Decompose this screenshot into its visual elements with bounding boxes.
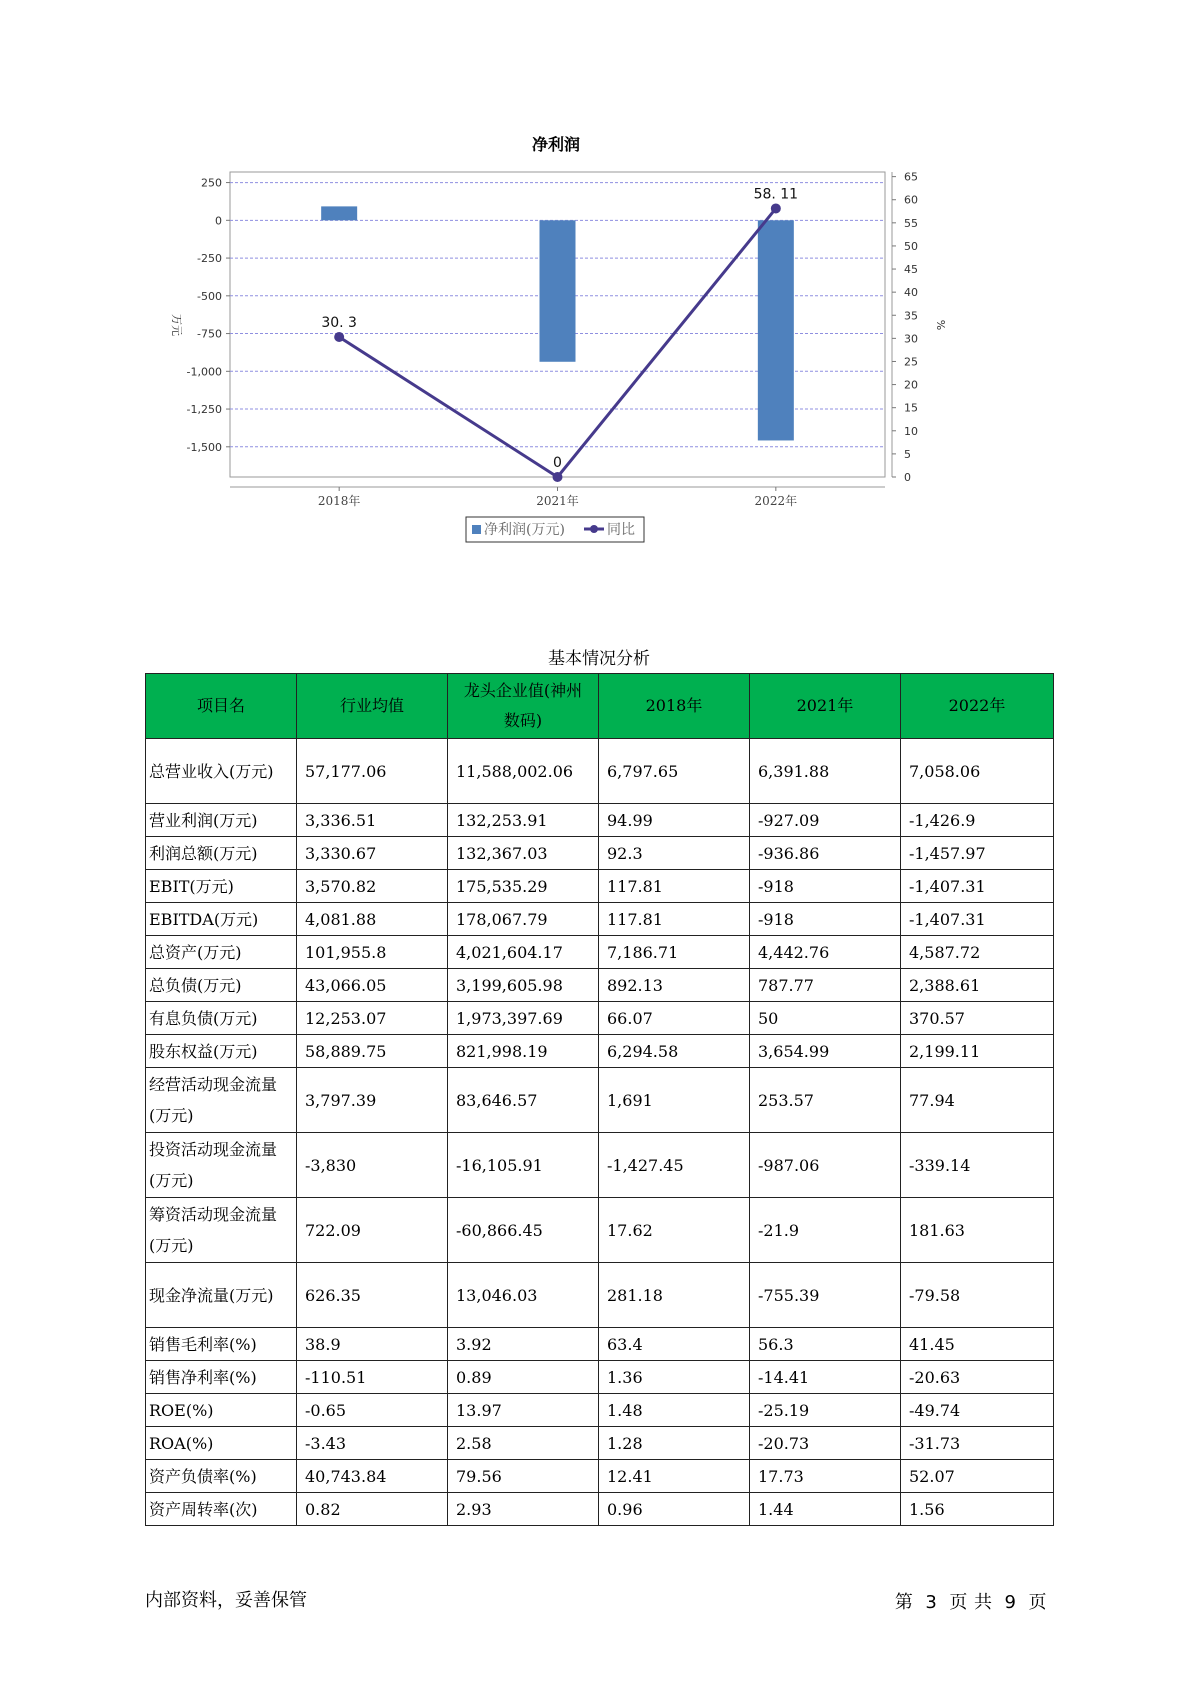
row-label-cell: 资产负债率(%) — [146, 1460, 297, 1493]
value-cell: -755.39 — [750, 1263, 901, 1328]
table-row — [146, 870, 1054, 903]
value-cell: 2.93 — [448, 1493, 599, 1526]
value-cell: -339.14 — [901, 1133, 1054, 1198]
row-label-cell: 总负债(万元) — [146, 969, 297, 1002]
y-tick-label: -1,250 — [186, 403, 222, 417]
table-row — [146, 1328, 1054, 1361]
table-row — [146, 1394, 1054, 1427]
value-cell: 1,973,397.69 — [448, 1002, 599, 1035]
table-body — [146, 739, 1054, 1526]
page-prefix: 第 — [894, 1592, 914, 1613]
value-cell: 0.96 — [599, 1493, 750, 1526]
footer-confidential-note: 内部资料，妥善保管 — [145, 1590, 307, 1611]
value-cell: 77.94 — [901, 1068, 1054, 1133]
value-cell: 6,797.65 — [599, 739, 750, 804]
y-tick-label: -1,500 — [186, 440, 222, 454]
table-row — [146, 837, 1054, 870]
header-item-name: 项目名 — [146, 674, 297, 739]
header-2021: 2021年 — [750, 674, 901, 739]
page-suffix: 页 — [1028, 1592, 1047, 1613]
value-cell: -21.9 — [750, 1198, 901, 1263]
row-label-cell: 股东权益(万元) — [146, 1035, 297, 1068]
line-point-yoy — [771, 203, 781, 213]
value-cell: 7,058.06 — [901, 739, 1054, 804]
value-cell: 4,442.76 — [750, 936, 901, 969]
value-cell: 79.56 — [448, 1460, 599, 1493]
value-cell: -79.58 — [901, 1263, 1054, 1328]
value-cell: 63.4 — [599, 1328, 750, 1361]
row-label-cell: EBITDA(万元) — [146, 903, 297, 936]
row-label-cell: 筹资活动现金流量(万元) — [146, 1198, 297, 1263]
value-cell: 253.57 — [750, 1068, 901, 1133]
page-mid: 页 共 — [949, 1592, 993, 1613]
value-cell: -14.41 — [750, 1361, 901, 1394]
value-cell: 821,998.19 — [448, 1035, 599, 1068]
y2-tick-label: 10 — [904, 424, 918, 438]
value-cell: 892.13 — [599, 969, 750, 1002]
row-label-cell: 现金净流量(万元) — [146, 1263, 297, 1328]
value-cell: 2.58 — [448, 1427, 599, 1460]
value-cell: 13,046.03 — [448, 1263, 599, 1328]
value-cell: -987.06 — [750, 1133, 901, 1198]
table-title: 基本情况分析 — [548, 649, 650, 669]
header-2018: 2018年 — [599, 674, 750, 739]
value-cell: 3,199,605.98 — [448, 969, 599, 1002]
value-cell: -31.73 — [901, 1427, 1054, 1460]
y2-tick-label: 45 — [904, 263, 918, 277]
value-cell: 175,535.29 — [448, 870, 599, 903]
table-row — [146, 1068, 1054, 1133]
row-label-cell: 经营活动现金流量(万元) — [146, 1068, 297, 1133]
value-cell: 4,587.72 — [901, 936, 1054, 969]
value-cell: 41.45 — [901, 1328, 1054, 1361]
value-cell: 11,588,002.06 — [448, 739, 599, 804]
row-label-cell: ROA(%) — [146, 1427, 297, 1460]
value-cell: 4,081.88 — [297, 903, 448, 936]
bar-net-profit — [758, 220, 794, 440]
value-cell: 101,955.8 — [297, 936, 448, 969]
row-label-cell: 有息负债(万元) — [146, 1002, 297, 1035]
value-cell: 117.81 — [599, 870, 750, 903]
header-leader-value: 龙头企业值(神州数码) — [448, 674, 599, 739]
value-cell: -60,866.45 — [448, 1198, 599, 1263]
legend-label-bar: 净利润(万元) — [484, 522, 565, 538]
value-cell: 0.89 — [448, 1361, 599, 1394]
table-row — [146, 1002, 1054, 1035]
bar-net-profit — [321, 206, 357, 220]
legend-swatch-dot — [590, 525, 598, 533]
value-cell: -3.43 — [297, 1427, 448, 1460]
value-cell: 2,388.61 — [901, 969, 1054, 1002]
y2-tick-label: 55 — [904, 216, 918, 230]
value-cell: 6,294.58 — [599, 1035, 750, 1068]
value-cell: 4,021,604.17 — [448, 936, 599, 969]
y2-tick-label: 40 — [904, 286, 918, 300]
table-header-row — [146, 674, 1054, 739]
value-cell: 38.9 — [297, 1328, 448, 1361]
value-cell: -1,457.97 — [901, 837, 1054, 870]
table-row — [146, 1493, 1054, 1526]
chart-title: 净利润 — [531, 135, 581, 154]
y2-axis-label: % — [934, 319, 947, 331]
value-cell: 66.07 — [599, 1002, 750, 1035]
value-cell: -110.51 — [297, 1361, 448, 1394]
y2-tick-label: 35 — [904, 309, 918, 323]
value-cell: -936.86 — [750, 837, 901, 870]
table-row — [146, 936, 1054, 969]
page-total: 9 — [1004, 1592, 1017, 1613]
x-tick-label: 2021年 — [536, 494, 579, 508]
table-row — [146, 969, 1054, 1002]
x-tick-label: 2022年 — [754, 494, 798, 508]
row-label-cell: 资产周转率(次) — [146, 1493, 297, 1526]
value-cell: 181.63 — [901, 1198, 1054, 1263]
table-row — [146, 1427, 1054, 1460]
value-cell: -0.65 — [297, 1394, 448, 1427]
table-row — [146, 804, 1054, 837]
value-cell: 1,691 — [599, 1068, 750, 1133]
value-cell: -927.09 — [750, 804, 901, 837]
row-label-cell: 总资产(万元) — [146, 936, 297, 969]
value-cell: 3,570.82 — [297, 870, 448, 903]
net-profit-chart — [150, 130, 1050, 600]
value-cell: 178,067.79 — [448, 903, 599, 936]
value-cell: 3,797.39 — [297, 1068, 448, 1133]
y-tick-label: -1,000 — [186, 365, 222, 379]
y2-tick-label: 25 — [904, 355, 918, 369]
y2-tick-label: 15 — [904, 401, 918, 415]
y-tick-label: 0 — [215, 214, 222, 228]
value-cell: -49.74 — [901, 1394, 1054, 1427]
header-industry-avg: 行业均值 — [297, 674, 448, 739]
value-cell: 1.56 — [901, 1493, 1054, 1526]
value-cell: -1,426.9 — [901, 804, 1054, 837]
value-cell: 13.97 — [448, 1394, 599, 1427]
value-cell: 626.35 — [297, 1263, 448, 1328]
chart-svg — [150, 130, 1050, 600]
value-cell: 6,391.88 — [750, 739, 901, 804]
basic-analysis-table — [145, 673, 1054, 1526]
value-cell: 370.57 — [901, 1002, 1054, 1035]
row-label-cell: 销售毛利率(%) — [146, 1328, 297, 1361]
footer-page-number — [889, 1588, 1053, 1614]
value-cell: 0.82 — [297, 1493, 448, 1526]
value-cell: -20.73 — [750, 1427, 901, 1460]
legend-swatch-bar — [472, 525, 481, 534]
y2-tick-label: 0 — [904, 471, 911, 484]
data-label-yoy: 58. 11 — [753, 186, 799, 203]
value-cell: 58,889.75 — [297, 1035, 448, 1068]
value-cell: 7,186.71 — [599, 936, 750, 969]
value-cell: -16,105.91 — [448, 1133, 599, 1198]
x-tick-label: 2018年 — [317, 494, 361, 508]
row-label-cell: 投资活动现金流量(万元) — [146, 1133, 297, 1198]
y2-tick-label: 60 — [904, 193, 918, 207]
value-cell: 787.77 — [750, 969, 901, 1002]
value-cell: 92.3 — [599, 837, 750, 870]
y-tick-label: 250 — [201, 176, 222, 190]
value-cell: 132,367.03 — [448, 837, 599, 870]
value-cell: 132,253.91 — [448, 804, 599, 837]
value-cell: 12,253.07 — [297, 1002, 448, 1035]
y2-tick-label: 50 — [904, 239, 918, 253]
value-cell: 94.99 — [599, 804, 750, 837]
y-tick-label: -250 — [197, 252, 222, 266]
table-row — [146, 1460, 1054, 1493]
data-label-yoy: 30. 3 — [321, 314, 357, 331]
value-cell: 1.48 — [599, 1394, 750, 1427]
table-row — [146, 1263, 1054, 1328]
table-row — [146, 1133, 1054, 1198]
row-label-cell: 营业利润(万元) — [146, 804, 297, 837]
y-axis-label: 万元 — [170, 314, 183, 336]
value-cell: 57,177.06 — [297, 739, 448, 804]
value-cell: -918 — [750, 903, 901, 936]
table-row — [146, 1198, 1054, 1263]
table-row — [146, 903, 1054, 936]
legend-label-line: 同比 — [607, 522, 635, 538]
page-current: 3 — [925, 1592, 938, 1613]
y2-tick-label: 65 — [904, 170, 918, 184]
row-label-cell: EBIT(万元) — [146, 870, 297, 903]
row-label-cell: ROE(%) — [146, 1394, 297, 1427]
value-cell: 281.18 — [599, 1263, 750, 1328]
value-cell: 1.36 — [599, 1361, 750, 1394]
value-cell: -1,407.31 — [901, 870, 1054, 903]
row-label-cell: 销售净利率(%) — [146, 1361, 297, 1394]
value-cell: 3,330.67 — [297, 837, 448, 870]
y-tick-label: -500 — [197, 289, 222, 303]
data-label-yoy: 0 — [553, 455, 562, 471]
value-cell: 56.3 — [750, 1328, 901, 1361]
value-cell: 117.81 — [599, 903, 750, 936]
y2-tick-label: 20 — [904, 378, 918, 392]
value-cell: -1,427.45 — [599, 1133, 750, 1198]
value-cell: -3,830 — [297, 1133, 448, 1198]
value-cell: 3.92 — [448, 1328, 599, 1361]
value-cell: 1.44 — [750, 1493, 901, 1526]
value-cell: 3,654.99 — [750, 1035, 901, 1068]
value-cell: 43,066.05 — [297, 969, 448, 1002]
value-cell: 52.07 — [901, 1460, 1054, 1493]
value-cell: 83,646.57 — [448, 1068, 599, 1133]
line-point-yoy — [553, 472, 563, 482]
value-cell: 3,336.51 — [297, 804, 448, 837]
value-cell: 40,743.84 — [297, 1460, 448, 1493]
value-cell: -25.19 — [750, 1394, 901, 1427]
bar-net-profit — [540, 220, 576, 361]
value-cell: 2,199.11 — [901, 1035, 1054, 1068]
header-2022: 2022年 — [901, 674, 1054, 739]
y2-tick-label: 30 — [904, 332, 918, 346]
row-label-cell: 利润总额(万元) — [146, 837, 297, 870]
row-label-cell: 总营业收入(万元) — [146, 739, 297, 804]
value-cell: -20.63 — [901, 1361, 1054, 1394]
value-cell: 17.73 — [750, 1460, 901, 1493]
y-tick-label: -750 — [197, 327, 222, 341]
line-point-yoy — [334, 332, 344, 342]
value-cell: 1.28 — [599, 1427, 750, 1460]
table-row — [146, 1361, 1054, 1394]
table-row — [146, 739, 1054, 804]
y2-tick-label: 5 — [904, 447, 911, 461]
table-row — [146, 1035, 1054, 1068]
value-cell: 722.09 — [297, 1198, 448, 1263]
value-cell: -1,407.31 — [901, 903, 1054, 936]
value-cell: 17.62 — [599, 1198, 750, 1263]
value-cell: 50 — [750, 1002, 901, 1035]
value-cell: -918 — [750, 870, 901, 903]
value-cell: 12.41 — [599, 1460, 750, 1493]
